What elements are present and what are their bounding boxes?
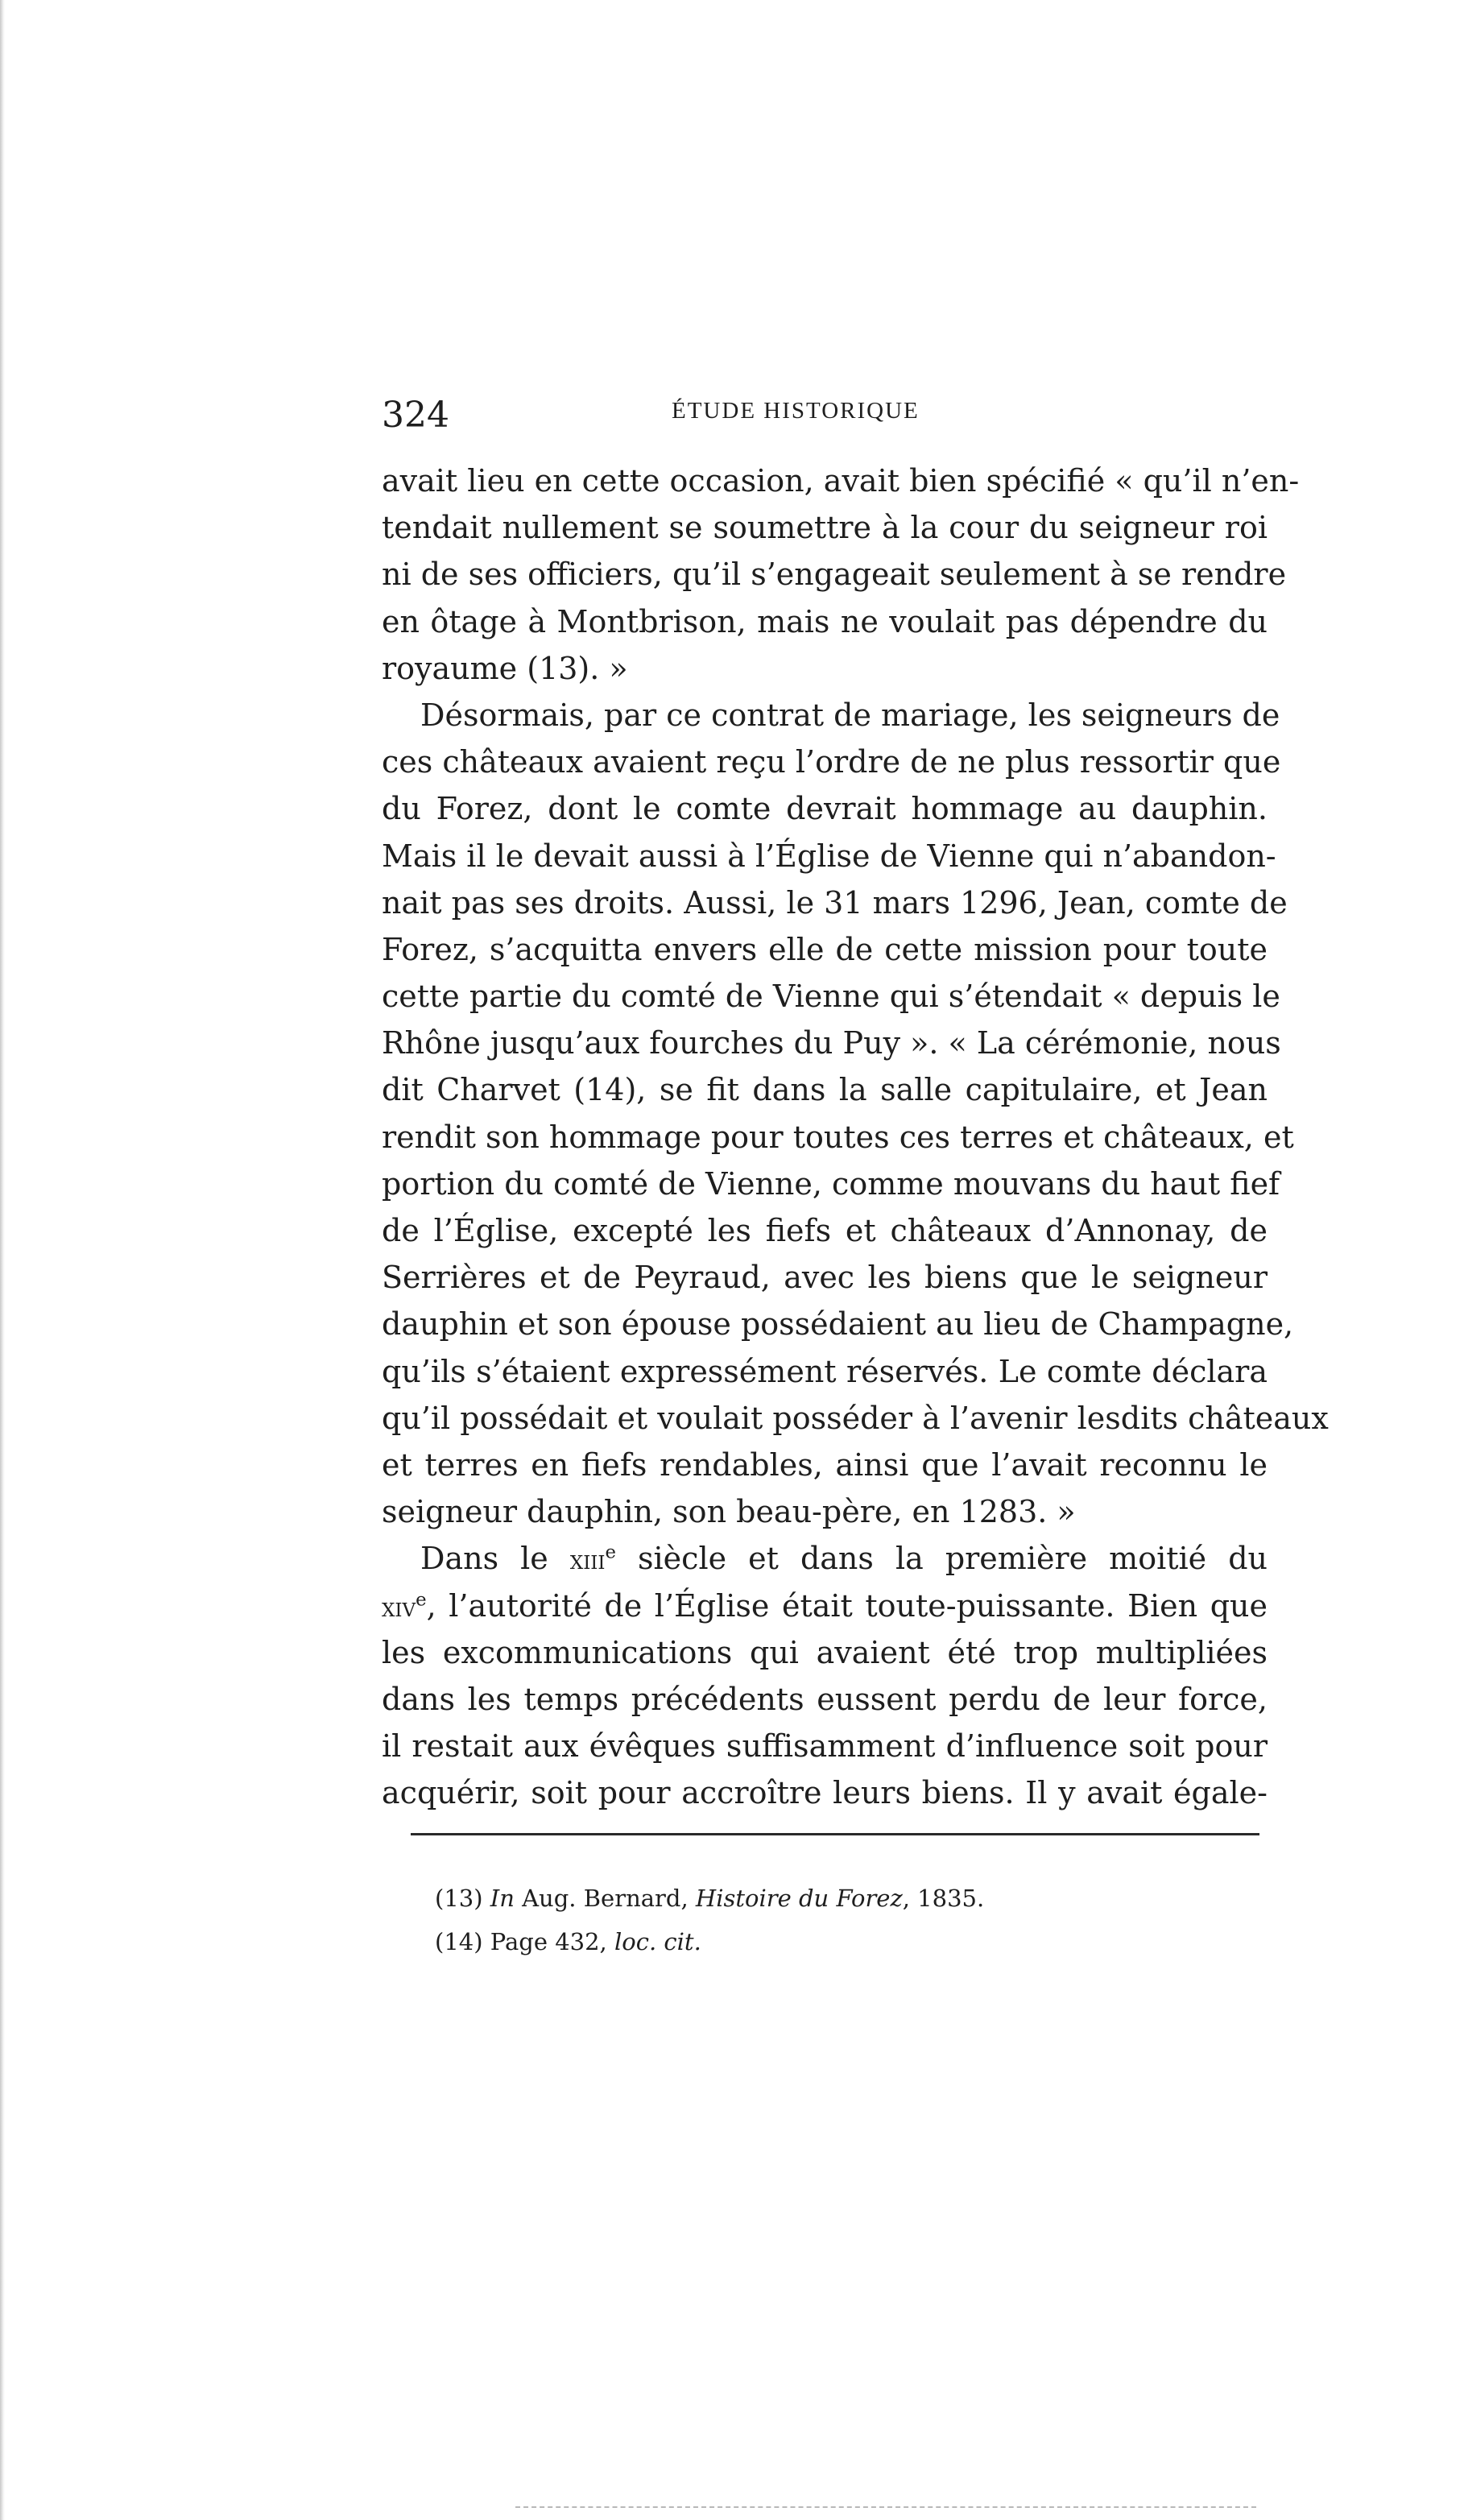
page-number: 324 — [382, 395, 449, 436]
footnote-text: Page 432, — [482, 1928, 614, 1955]
text-line: nait pas ses droits. Aussi, le 31 mars 1296, Jean, comte de — [382, 884, 1288, 921]
footnote-number: (13) — [435, 1885, 483, 1912]
text-line: dit Charvet (14), se fit dans la salle capitulaire, et Jean — [382, 1072, 1268, 1108]
text-line: il restait aux évêques suffisamment d’influence soit pour — [382, 1728, 1268, 1765]
bottom-dashes — [515, 2506, 1256, 2508]
text-line: du Forez, dont le comte devrait hommage au dauphin. — [382, 791, 1268, 827]
body-text — [382, 457, 1329, 1816]
text-line: qu’il possédait et voulait posséder à l’avenir lesdits châteaux — [382, 1400, 1329, 1436]
text-line: acquérir, soit pour accroître leurs biens. Il y avait égale- — [382, 1775, 1268, 1811]
line-text: Dans le — [420, 1541, 570, 1577]
ordinal-suffix: e — [416, 1588, 427, 1610]
text-line: rendit son hommage pour toutes ces terres et châteaux, et — [382, 1119, 1294, 1155]
text-line: et terres en fiefs rendables, ainsi que l’avait reconnu le — [382, 1446, 1268, 1483]
text-line — [382, 1583, 1268, 1629]
footnote-author: Aug. Bernard, — [514, 1885, 696, 1912]
text-line: ces châteaux avaient reçu l’ordre de ne plus ressortir que — [382, 744, 1281, 780]
text-line: Mais il le devait aussi à l’Église de Vienne qui n’abandon- — [382, 838, 1276, 874]
page-header — [382, 393, 1272, 441]
scan-edge — [0, 0, 5, 2520]
text-line: tendait nullement se soumettre à la cour du seigneur roi — [382, 510, 1268, 546]
footnote-14 — [435, 1920, 1160, 1963]
text-line: dans les temps précédents eussent perdu de leur force, — [382, 1681, 1268, 1717]
footnote-number: (14) — [435, 1928, 483, 1955]
text-line: portion du comté de Vienne, comme mouvans du haut fief — [382, 1165, 1280, 1202]
text-line: royaume (13). » — [382, 650, 628, 686]
text-line: avait lieu en cette occasion, avait bien spécifié « qu’il n’en- — [382, 463, 1300, 499]
text-line: Forez, s’acquitta envers elle de cette mission pour toute — [382, 931, 1268, 967]
text-line: de l’Église, excepté les fiefs et châteaux d’Annonay, de — [382, 1213, 1268, 1248]
text-line: Rhône jusqu’aux fourches du Puy ». « La cérémonie, nous — [382, 1025, 1281, 1061]
text-line — [382, 1535, 1268, 1582]
footnote-prefix: In — [490, 1885, 515, 1912]
footnote-title: Histoire du Forez — [695, 1885, 903, 1912]
footnotes — [435, 1877, 1160, 1963]
text-line: en ôtage à Montbrison, mais ne voulait pas dépendre du — [382, 603, 1268, 639]
footnote-ref: loc. cit. — [614, 1928, 701, 1955]
text-line: Serrières et de Peyraud, avec les biens que le seigneur — [382, 1260, 1268, 1296]
century-numeral: xiv — [382, 1591, 416, 1623]
footnote-13 — [435, 1877, 1160, 1920]
running-title: ÉTUDE HISTORIQUE — [672, 398, 920, 424]
footnote-rule — [411, 1833, 1259, 1835]
line-text: siècle et dans la première moitié du — [615, 1541, 1268, 1577]
text-line: seigneur dauphin, son beau-père, en 1283. » — [382, 1494, 1076, 1530]
text-line: dauphin et son épouse possédaient au lieu de Champagne, — [382, 1306, 1294, 1343]
text-line: qu’ils s’étaient expressément réservés. Le comte déclara — [382, 1353, 1268, 1389]
text-line: ni de ses officiers, qu’il s’engageait seulement à se rendre — [382, 557, 1287, 593]
line-text: , l’autorité de l’Église était toute-puissante. Bien que — [426, 1587, 1268, 1624]
ordinal-suffix: e — [605, 1541, 616, 1563]
footnote-rest: , 1835. — [902, 1885, 985, 1912]
text-line: Désormais, par ce contrat de mariage, les seigneurs de — [420, 697, 1280, 733]
text-line: les excommunications qui avaient été trop multipliées — [382, 1634, 1268, 1670]
century-numeral: xiii — [569, 1544, 606, 1576]
text-line: cette partie du comté de Vienne qui s’étendait « depuis le — [382, 979, 1280, 1015]
